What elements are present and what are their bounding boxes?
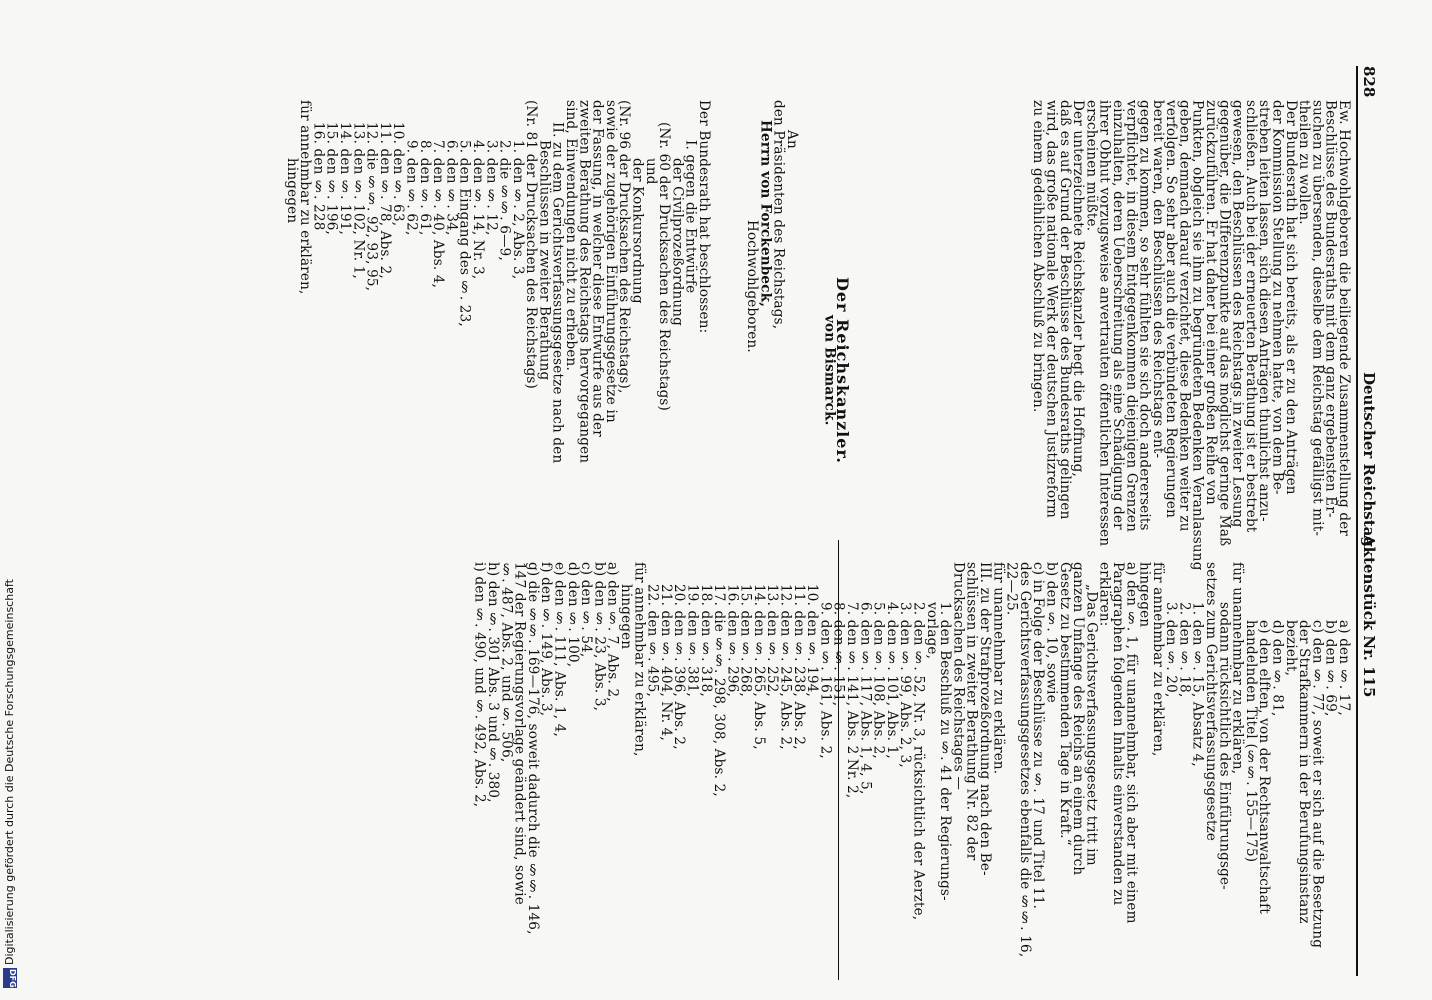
text-line: schließen. Auch bei der erneuerten Berathung ist er bestrebt	[1242, 100, 1259, 533]
resolution-line: zweiten Berathung des Reichstags hervorgegangen	[576, 100, 593, 464]
resolution-line: 6. den §. 34,	[443, 140, 460, 236]
signature-name: von Bismarck.	[821, 314, 838, 426]
text-line: Der unterzeichnete Reichskanzler hegt die Hoffnung,	[1070, 100, 1087, 478]
text-line: 20. den §. 396, Abs. 2,	[671, 584, 688, 750]
text-line: des Gerichtsverfassungsgesetzes ebenfalls die §§. 16,	[1016, 562, 1033, 958]
text-line: 16. den §. 296,	[724, 584, 741, 698]
text-line: hingegen	[1136, 562, 1153, 628]
text-line: 21. den §. 404, Nr. 4,	[657, 584, 674, 741]
text-line: „Das Gerichtsverfassungsgesetz tritt im	[1083, 584, 1100, 866]
text-line: ihrer Obhut vorzugsweise anvertrauten öffentlichen Interessen	[1096, 100, 1113, 547]
text-line: c) den §. 77, soweit er sich auf die Besetzung	[1309, 620, 1326, 949]
text-line: sodann rücksichtlich des Einführungsge-	[1216, 602, 1233, 890]
resolution-line: sind, Einwendungen nicht zu erheben.	[563, 100, 580, 371]
address-line-1: An	[784, 130, 800, 149]
resolution-line: 9. den §. 62,	[403, 140, 420, 236]
text-line: gegenüber, die Differenzpunkte auf das möglichst geringe Maß	[1216, 100, 1233, 547]
text-line: daß es auf Grund der Beschlüsse des Bundesraths gelingen	[1056, 100, 1073, 520]
text-line: suchen zu übersenden, dieselbe dem Reichstag gefälligst mit-	[1309, 100, 1326, 537]
resolution-line: (Nr. 81 der Drucksachen des Reichstags)	[523, 100, 540, 390]
text-line: 4. den §. 101, Abs. 1,	[883, 602, 900, 759]
resolution-line: 12. die §§. 92, 93, 95,	[363, 122, 380, 292]
resolution-line: hingegen	[283, 158, 300, 224]
text-line: 1. den §. 15, Absatz 4,	[1189, 602, 1206, 767]
resolution-line: 10. den §. 63,	[390, 122, 407, 227]
text-line: b) den §. 69,	[1322, 620, 1339, 717]
resolution-line: 15. den §. 196,	[323, 122, 340, 236]
address-line-4: Hochwohlgeboren.	[744, 220, 761, 353]
text-line: 22—25.	[1003, 562, 1020, 616]
dfg-logo: DFG	[3, 968, 17, 988]
text-line: a) den §. 7, Abs. 2,	[604, 562, 621, 702]
text-line: III. zu der Strafprozeßordnung nach den Be-	[976, 562, 993, 876]
resolution-line: sowie der zugehörigen Einführungsgesetze in	[602, 100, 619, 423]
text-line: d) den §. 81,	[1269, 620, 1286, 717]
appendix-number: Aktenstück Nr. 115	[1360, 535, 1378, 698]
text-line: 7. den §. 141, Abs. 2 Nr. 2,	[844, 602, 861, 799]
text-line: b) den §. 10, sowie	[1043, 562, 1060, 703]
resolution-line: der Konkursordnung	[629, 158, 646, 304]
resolution-line: Beschlüssen in zweiter Berathung	[536, 140, 553, 381]
resolution-line: 14. den §. 191,	[336, 122, 353, 236]
text-line: für unannehmbar zu erklären,	[1229, 562, 1246, 775]
resolution-line: Der Bundesrath hat beschlossen:	[696, 100, 712, 334]
text-line: 1. den Beschluß zu §. 41 der Regierungs-	[937, 602, 954, 901]
address-line-2: den Präsidenten des Reichstags,	[770, 100, 787, 330]
page-number: 828	[1360, 66, 1378, 98]
text-line: hingegen	[617, 584, 634, 650]
text-line: vorlage,	[923, 602, 940, 660]
text-line: e) den elften, von der Rechtsanwaltschaft	[1256, 620, 1273, 914]
text-line: der Strafkammern in der Berufungsinstanz	[1296, 620, 1313, 924]
text-line: 11. den §. 238, Abs. 2,	[790, 584, 807, 750]
address-block	[745, 100, 798, 520]
resolution-line: 7. den §. 40, Abs. 4,	[430, 140, 447, 289]
text-line: e) den §. 111, Abs. 1, 4,	[551, 562, 568, 738]
resolution-line: 5. den Eingang des §. 23,	[456, 140, 473, 327]
digitization-credit: Digitalisierung gefördert durch die Deutsche Forschungsgemeinschaft	[3, 579, 16, 965]
text-line: 19. den §. 381,	[684, 584, 701, 698]
text-line: 8. den §. 151,	[830, 602, 847, 707]
resolution-line: 13. den §. 102, Nr. 1,	[350, 122, 367, 279]
text-line: 15. den §. 268,	[737, 584, 754, 698]
text-line: d) den §. 100,	[564, 562, 581, 668]
text-line: 17. die §§. 298, 308, Abs. 2,	[711, 584, 728, 797]
resolution-line: 11. den §. 78, Abs. 2,	[376, 122, 393, 279]
text-line: für annehmbar zu erklären,	[1149, 562, 1166, 757]
text-line: einzuhalten, deren Ueberschreitung als eine Schädigung der	[1109, 100, 1126, 530]
resolution-line: II. zu dem Gerichtsverfassungsgesetze nach den	[549, 122, 566, 464]
text-line: ganzen Umfange des Reichs an einem durch	[1070, 562, 1087, 876]
text-line: Ew. Hochwohlgeboren die beiliegende Zusammenstellung der	[1336, 100, 1352, 537]
text-line: setzes zum Gerichtsverfassungsgesetze	[1203, 562, 1220, 842]
text-line: zu einem gedeihlichen Abschluß zu bringen.	[1030, 100, 1047, 413]
text-line: Paragraphen folgenden Inhalts einverstanden zu	[1109, 562, 1126, 906]
text-line: i) den §. 490, und §. 492, Abs. 2,	[471, 562, 488, 808]
text-line: bereit waren, den Beschlüssen des Reichstags ent-	[1149, 100, 1166, 459]
resolution-line: der Civilprozeßordnung	[669, 158, 686, 326]
signature-title: Der Reichskanzler.	[833, 276, 852, 464]
signature-block	[821, 210, 852, 530]
text-line: der Kommission Stellung zu nehmen hatte, von dem Be-	[1269, 100, 1286, 495]
text-line: zurückzuführen. Er hat daher bei einer großen Reihe von	[1203, 100, 1220, 505]
resolution-text	[285, 100, 711, 520]
text-line: a) den §. 1, für unannehmbar, sich aber mit einem	[1123, 562, 1140, 924]
text-line: f) den §. 149, Abs. 3,	[538, 562, 555, 717]
text-line: streben leiten lassen, sich diesen Anträgen thunlichst anzu-	[1256, 100, 1273, 522]
text-line: c) in Folge der Beschlüsse zu §. 17 und Titel 11.	[1030, 562, 1047, 910]
text-line: für unannehmbar zu erklären.	[990, 562, 1007, 775]
text-line: für annehmbar zu erklären,	[631, 562, 648, 757]
text-line: verfolgen. So sehr aber auch die verbündeten Regierungen	[1163, 100, 1180, 518]
text-line: Punkten, obgleich sie ihm zu begründeten Bedenken Veranlassung	[1189, 100, 1206, 571]
text-line: bezieht,	[1282, 620, 1299, 677]
text-line: 147 der Regierungsvorlage geändert sind, sowie	[511, 562, 528, 905]
text-line: §. 487, Abs. 2, und §. 506,	[498, 562, 515, 763]
text-line: 22. den §. 495,	[644, 584, 661, 698]
resolution-line: 8. den §. 61,	[416, 140, 433, 236]
text-line: 5. den §. 108, Abs. 2,	[870, 602, 887, 759]
resolution-line: und	[642, 158, 659, 185]
text-line: theilen zu wollen.	[1296, 100, 1313, 225]
text-line: handelnden Titel (§§. 155—175)	[1242, 620, 1259, 863]
text-line: gewesen, den Beschlüssen des Reichstags in zweiter Lesung	[1229, 100, 1246, 528]
text-line: geben, demnach darauf verzichtet, diese Bedenken weiter zu	[1176, 100, 1193, 532]
text-line: 3. den §. 99, Abs. 2, 3,	[897, 602, 914, 768]
resolution-line: der Fassung, in welcher diese Entwürfe aus der	[589, 100, 606, 437]
text-line: verpflichtet, in diesem Entgegenkommen diejenigen Grenzen	[1123, 100, 1140, 532]
resolution-line: 16. den §. 228	[310, 122, 327, 231]
text-line: b) den §. 23, Abs. 3,	[591, 562, 608, 712]
text-line: h) den §. 301 Abs. 3 und §. 380,	[485, 562, 501, 803]
text-line: 2. den §. 52, Nr. 3, rücksichtlich der Aerzte,	[910, 602, 927, 921]
resolution-line: für annehmbar zu erklären,	[297, 100, 314, 295]
text-line: 9. den §. 161, Abs. 2,	[817, 602, 834, 759]
resolution-line: 4. den §. 14, Nr. 3,	[469, 140, 486, 280]
resolution-line: I. gegen die Entwürfe	[682, 140, 699, 294]
text-line: Beschlüsse des Bundesraths mit dem ganz ergebensten Er-	[1322, 100, 1339, 518]
text-line: erklären:	[1096, 562, 1113, 627]
left-column-text	[1030, 100, 1352, 571]
header-rule	[1356, 66, 1358, 976]
right-column-text	[472, 562, 1350, 982]
text-line: wird, das große nationale Werk der deutschen Justizreform	[1043, 100, 1060, 519]
resolution-line: 3. den §. 12,	[483, 140, 500, 236]
text-line: 12. den §. 245, Abs. 2,	[777, 584, 794, 750]
text-line: a) den §. 17,	[1336, 620, 1352, 716]
text-line: 10. den §. 194,	[804, 584, 821, 698]
resolution-line: (Nr. 96 der Drucksachen des Reichstags),	[616, 100, 633, 394]
text-line: 13. den §. 252,	[764, 584, 781, 698]
address-line-3: Herrn von Forckenbeck,	[757, 120, 774, 308]
text-line: erscheinen müßte.	[1083, 100, 1100, 232]
text-line: c) den §. 54,	[578, 562, 595, 658]
text-line: 18. den §. 318,	[697, 584, 714, 698]
resolution-line: (Nr. 60 der Drucksachen des Reichstags)	[656, 122, 673, 412]
text-line: Drucksachen des Reichstages —	[950, 562, 967, 791]
text-line: Gesetz zu bestimmenden Tage in Kraft.“	[1056, 562, 1073, 846]
journal-title: Deutscher Reichstag.	[1360, 372, 1378, 553]
text-line: 14. den §. 265, Abs. 5,	[750, 584, 767, 750]
text-line: 3. den §. 20,	[1163, 602, 1180, 698]
text-line: 6. den §. 117, Abs. 1, 4, 5,	[857, 602, 874, 795]
text-line: Der Bundesrath hat sich bereits, als er zu den Anträgen	[1282, 100, 1299, 495]
text-line: g) die §§. 169—176, soweit dadurch die §§. 146,	[524, 562, 541, 935]
text-line: 2. den §. 18,	[1176, 602, 1193, 698]
resolution-line: 1. den §. 2, Abs. 3,	[509, 140, 526, 280]
text-line: schlüssen in zweiter Berathung Nr. 82 der	[963, 562, 980, 861]
resolution-line: 2. die §§. 6—9,	[496, 140, 513, 261]
text-line: gegen zu kommen, so sehr fühlten sie sich doch andererseits	[1136, 100, 1153, 531]
